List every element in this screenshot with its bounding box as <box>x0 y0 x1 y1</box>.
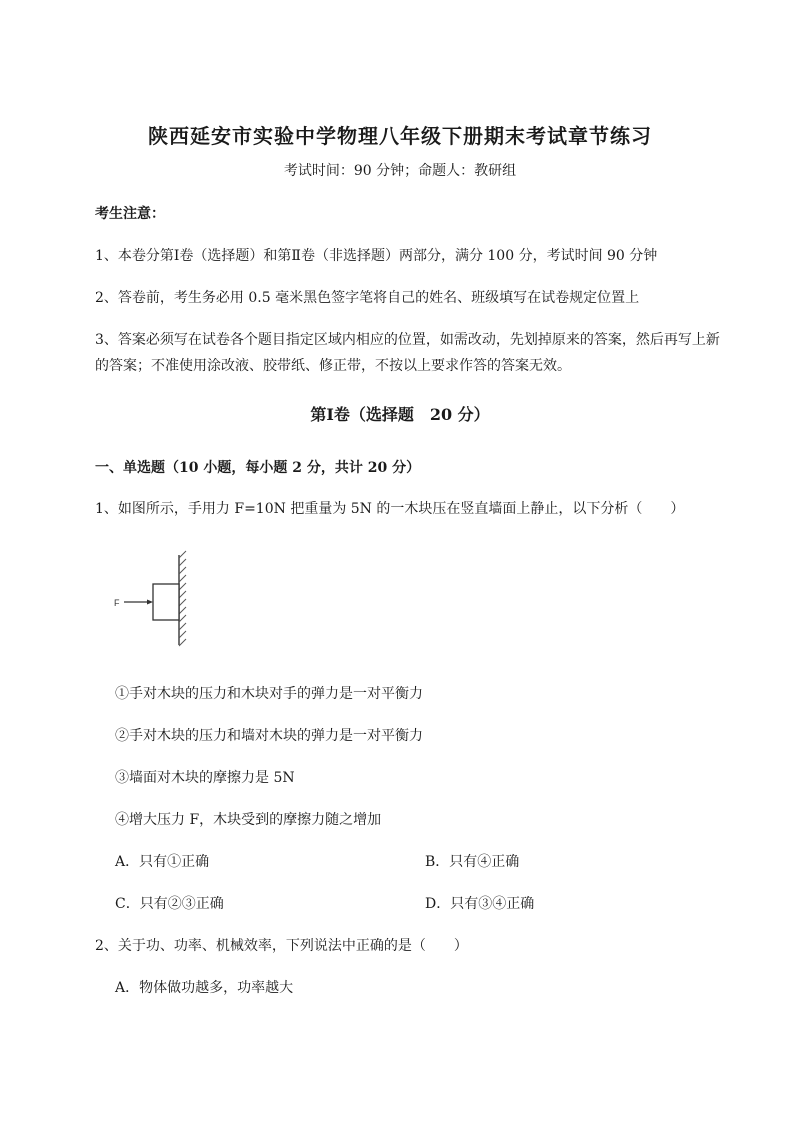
force-label: F <box>114 598 120 608</box>
q1-option-b[interactable]: B．只有④正确 <box>425 854 520 870</box>
part-heading: 一、单选题（10 小题，每小题 2 分，共计 20 分） <box>95 460 421 476</box>
q2-option-a[interactable]: A．物体做功越多，功率越大 <box>115 980 294 996</box>
q1-option-a[interactable]: A．只有①正确 <box>115 854 210 870</box>
q1-statement-3: ③墙面对木块的摩擦力是 5N <box>115 770 295 786</box>
force-arrowhead <box>147 600 153 605</box>
notice-item-2: 2、答卷前，考生务必用 0.5 毫米黑色签字笔将自己的姓名、班级填写在试卷规定位置上 <box>95 290 640 306</box>
wooden-block <box>153 584 179 620</box>
wall-hatching <box>179 551 186 646</box>
notice-item-3: 3、答案必须写在试卷各个题目指定区域内相应的位置，如需改动，先划掉原来的答案，然后再写上新 <box>95 332 720 348</box>
exam-info: 考试时间：90 分钟；命题人：教研组 <box>283 163 517 179</box>
force-diagram <box>110 550 210 660</box>
q1-statement-4: ④增大压力 F，木块受到的摩擦力随之增加 <box>115 812 382 828</box>
question-1-stem: 1、如图所示，手用力 F=10N 把重量为 5N 的一木块压在竖直墙面上静止，以下分析（ ） <box>95 501 685 517</box>
q1-statement-1: ①手对木块的压力和木块对手的弹力是一对平衡力 <box>115 686 423 702</box>
notice-heading: 考生注意： <box>95 206 165 222</box>
q1-option-d[interactable]: D．只有③④正确 <box>425 896 535 912</box>
section-heading: 第Ⅰ卷（选择题 20 分） <box>310 405 490 424</box>
question-2-stem: 2、关于功、功率、机械效率，下列说法中正确的是（ ） <box>95 938 468 954</box>
notice-item-3-continued: 的答案；不准使用涂改液、胶带纸、修正带，不按以上要求作答的答案无效。 <box>95 358 571 374</box>
page-title: 陕西延安市实验中学物理八年级下册期末考试章节练习 <box>148 124 652 148</box>
q1-option-c[interactable]: C．只有②③正确 <box>115 896 224 912</box>
q1-statement-2: ②手对木块的压力和墙对木块的弹力是一对平衡力 <box>115 728 423 744</box>
notice-item-1: 1、本卷分第Ⅰ卷（选择题）和第Ⅱ卷（非选择题）两部分，满分 100 分，考试时间 90 分钟 <box>95 248 658 264</box>
